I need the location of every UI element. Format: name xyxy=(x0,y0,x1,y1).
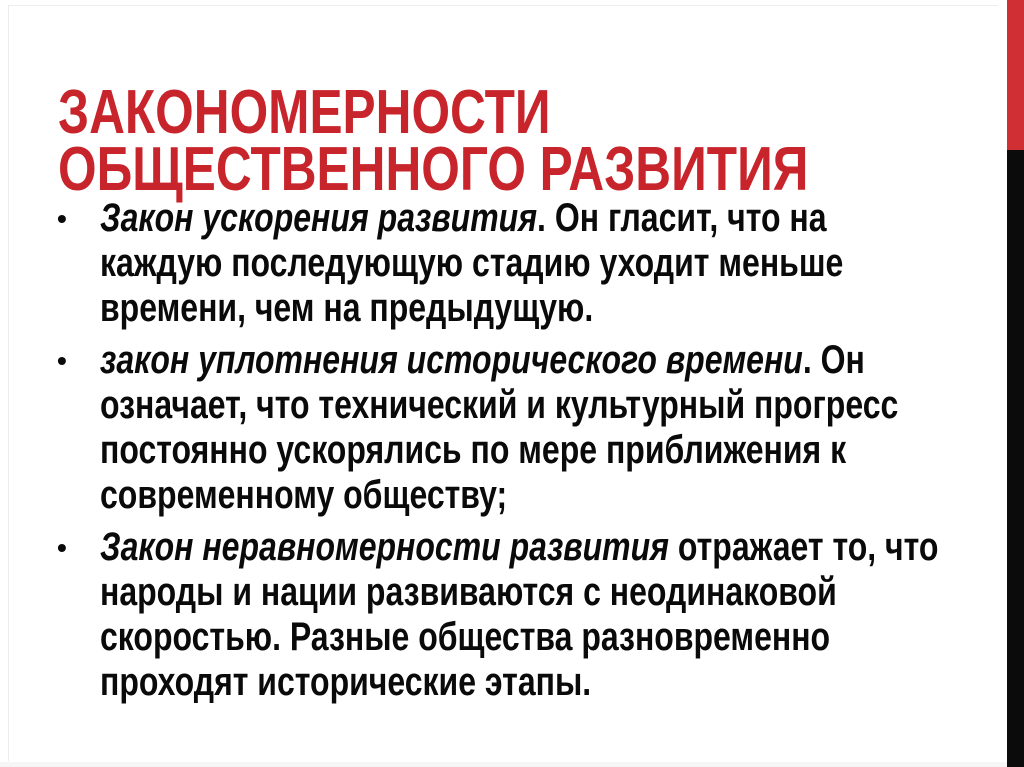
slide-edge-bottom-strip xyxy=(0,762,1007,767)
slide-title xyxy=(58,77,809,204)
bullet-lead-text: закон уплотнения исторического времени xyxy=(100,338,803,382)
bullet-text-3 xyxy=(100,525,940,705)
bullet-body-text: . Он означает, что технический и культурный прогресс постоянно ускорялись по мере приближения к современному обществу; xyxy=(100,338,899,517)
title-line-1: ЗАКОНОМЕРНОСТИ xyxy=(58,77,551,147)
bullet-list xyxy=(0,196,1024,712)
bullet-icon: • xyxy=(57,532,67,563)
right-accent-bar xyxy=(1007,0,1024,767)
bullet-text-1 xyxy=(100,196,940,331)
accent-bar-black-segment xyxy=(1007,150,1024,767)
bullet-body-text: . Он гласит, что на каждую последующую стадию уходит меньше времени, чем на предыдущую. xyxy=(100,196,844,330)
bullet-lead-text: Закон неравномерности развития xyxy=(100,525,669,569)
bullet-lead-text: Закон ускорения развития xyxy=(100,196,538,240)
bullet-item-2 xyxy=(0,338,1024,518)
bullet-text-2 xyxy=(100,338,940,518)
bullet-item-3 xyxy=(0,525,1024,705)
title-line-2: ОБЩЕСТВЕННОГО РАЗВИТИЯ xyxy=(58,134,809,204)
bullet-icon: • xyxy=(57,345,67,376)
accent-bar-red-segment xyxy=(1007,0,1024,150)
slide-edge-top-line xyxy=(8,5,998,6)
bullet-item-1 xyxy=(0,196,1024,331)
bullet-icon: • xyxy=(57,203,67,234)
bullet-body-text: отражает то, что народы и нации развиваются с неодинаковой скоростью. Разные общества разновременно проходят исторические этапы. xyxy=(100,525,939,704)
